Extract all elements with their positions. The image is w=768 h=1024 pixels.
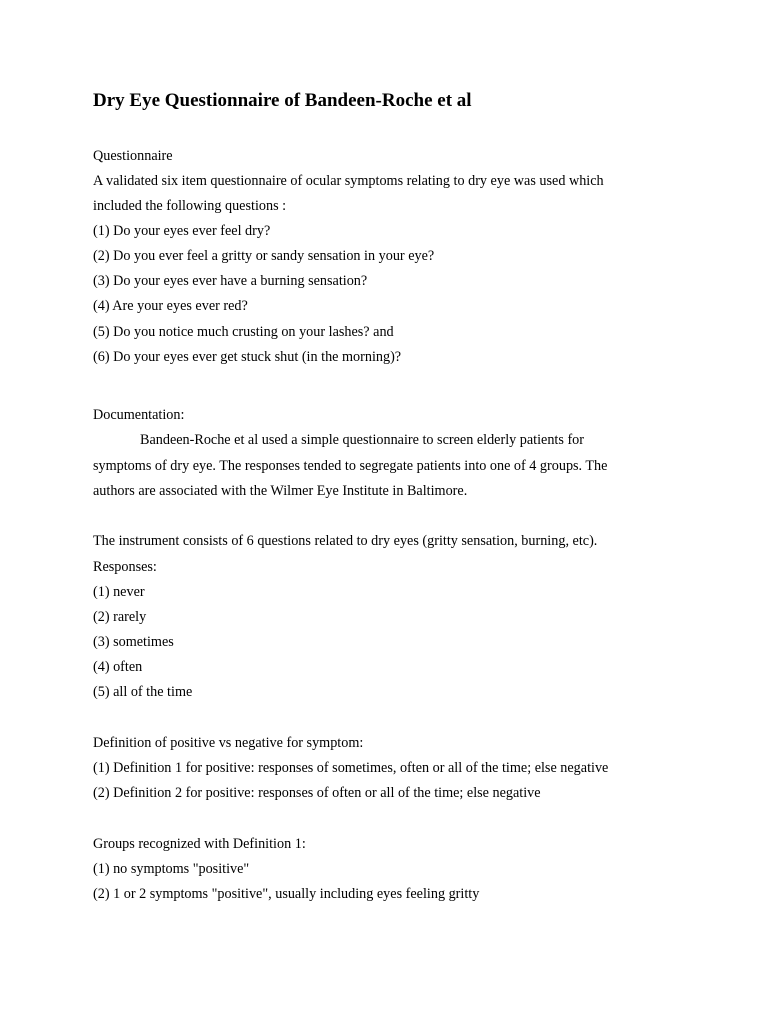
responses-heading: Responses: — [93, 559, 157, 575]
questionnaire-intro-line-2: included the following questions : — [93, 198, 287, 214]
question-item: (1) Do your eyes ever feel dry? — [93, 223, 271, 239]
question-item: (3) Do your eyes ever have a burning sensation? — [93, 273, 368, 289]
question-item: (4) Are your eyes ever red? — [93, 298, 248, 314]
groups-heading: Groups recognized with Definition 1: — [93, 836, 306, 852]
response-item: (1) never — [93, 584, 145, 600]
definition-item: (2) Definition 2 for positive: responses of often or all of the time; else negative — [93, 785, 541, 801]
response-item: (2) rarely — [93, 609, 147, 625]
definition-item: (1) Definition 1 for positive: responses of sometimes, often or all of the time; else negative — [93, 760, 609, 776]
documentation-heading: Documentation: — [93, 407, 185, 423]
questionnaire-intro-line-1: A validated six item questionnaire of ocular symptoms relating to dry eye was used which — [93, 173, 604, 189]
response-item: (5) all of the time — [93, 684, 193, 700]
question-item: (6) Do your eyes ever get stuck shut (in the morning)? — [93, 349, 402, 365]
question-item: (5) Do you notice much crusting on your lashes? and — [93, 324, 394, 340]
documentation-line: Bandeen-Roche et al used a simple questionnaire to screen elderly patients for — [140, 432, 584, 448]
documentation-line: symptoms of dry eye. The responses tended to segregate patients into one of 4 groups. The — [93, 458, 608, 474]
response-item: (3) sometimes — [93, 634, 174, 650]
group-item: (1) no symptoms "positive" — [93, 861, 250, 877]
instrument-description: The instrument consists of 6 questions related to dry eyes (gritty sensation, burning, etc). — [93, 533, 598, 549]
document-title: Dry Eye Questionnaire of Bandeen-Roche et al — [93, 90, 472, 111]
documentation-line: authors are associated with the Wilmer Eye Institute in Baltimore. — [93, 483, 468, 499]
question-item: (2) Do you ever feel a gritty or sandy sensation in your eye? — [93, 248, 435, 264]
definitions-heading: Definition of positive vs negative for symptom: — [93, 735, 364, 751]
response-item: (4) often — [93, 659, 143, 675]
questionnaire-heading: Questionnaire — [93, 148, 173, 164]
group-item: (2) 1 or 2 symptoms "positive", usually including eyes feeling gritty — [93, 886, 480, 902]
